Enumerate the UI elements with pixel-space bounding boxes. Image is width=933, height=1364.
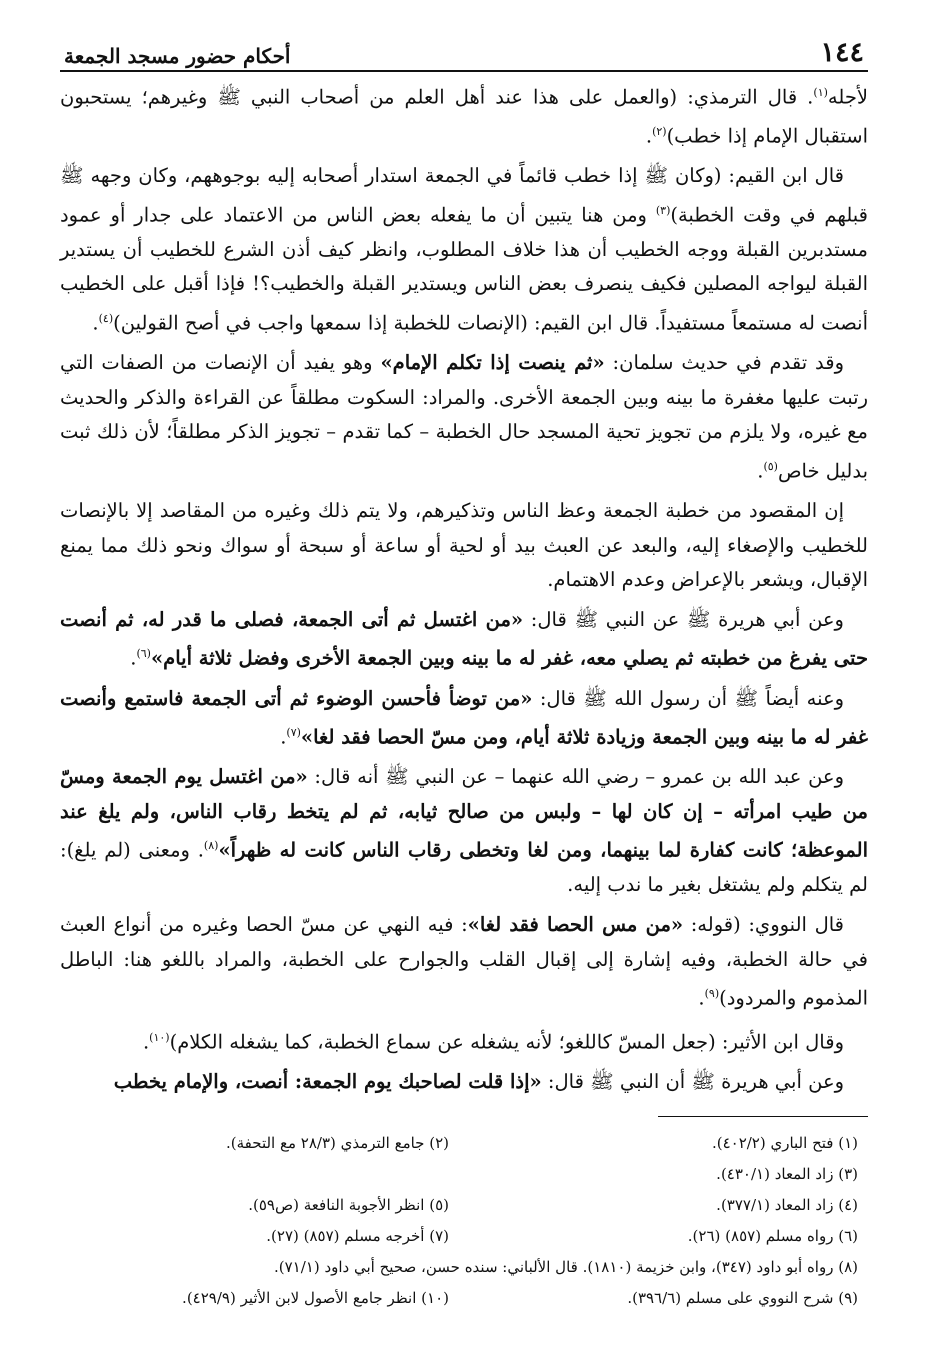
paragraph-text: . ومعنى (لم يلغ): لم يتكلم ولم يشتغل بغير ما ندب إليه. xyxy=(60,838,868,897)
paragraph-text: . xyxy=(142,1030,150,1054)
paragraph xyxy=(60,494,868,598)
paragraph-text: . قال الترمذي: (والعمل على هذا عند أهل العلم من أصحاب النبي ﷺ وغيرهم؛ يستحبون استقبال الإمام إذا خطب) xyxy=(60,85,868,148)
footnote: (١٠) انظر جامع الأصول لابن الأثير (٤٢٩/٩). xyxy=(182,1289,449,1308)
paragraph-text: قال النووي: (قوله: xyxy=(683,913,845,937)
book-page xyxy=(60,28,868,1348)
footnote: (٥) انظر الأجوبة النافعة (ص٥٩). xyxy=(248,1196,449,1215)
footnotes xyxy=(60,1131,868,1311)
paragraph-text: . xyxy=(130,646,137,670)
footnote-reference: (٥) xyxy=(763,459,778,473)
paragraph-text: . xyxy=(757,459,764,483)
paragraph xyxy=(60,760,868,903)
footnote-reference: (٦) xyxy=(136,647,151,661)
hadith-quote: «من اغتسل ثم أتى الجمعة، فصلى ما قدر له، ثم أنصت حتى يفرغ من خطبته ثم يصلي معه، غفر له ما بينه وبين الجمعة الأخرى وفضل ثلاثة أيام» xyxy=(60,607,868,670)
paragraph-text: . xyxy=(698,986,705,1010)
paragraph-text: ومن هنا يتبين أن ما يفعله بعض الناس من الاعتماد على جدار أو عمود مستدبرين القبلة ووجه الخطيب أن هذا خلاف المطلوب، وانظر كيف أذن الشرع للخطيب أن يستدير القبلة ليواجه المصلين فكيف ينصرف بعض الناس ويستدير القبلة والخطيب؟! فإذا أقبل على الخطيب أنصت له مستمعاً مستفيداً. قال ابن القيم: (الإنصات للخطبة إذا سمعها واجب في أصح القولين) xyxy=(60,203,868,335)
footnote: (٧) أخرجه مسلم (٨٥٧) (٢٧). xyxy=(266,1227,449,1246)
footnote: (٩) شرح النووي على مسلم (٣٩٦/٦). xyxy=(627,1289,858,1308)
paragraph-text: وعن عبد الله بن عمرو – رضي الله عنهما – عن النبي ﷺ أنه قال: xyxy=(307,765,844,789)
footnote: (٣) زاد المعاد (٤٣٠/١). xyxy=(716,1165,858,1184)
footnote-reference: (٧) xyxy=(286,726,301,740)
footnote-reference: (٩) xyxy=(704,987,720,1001)
paragraph-text: وعن أبي هريرة ﷺ عن النبي ﷺ قال: xyxy=(523,607,844,631)
hadith-quote: «من اغتسل يوم الجمعة ومسّ من طيب امرأته – إن كان لها – ولبس من صالح ثيابه، ثم لم يتخط رقاب الناس، ولم يلغ عند الموعظة؛ كانت كفارة لما بينهما، ومن لغا وتخطى رقاب الناس كانت له ظهراً» xyxy=(60,765,868,862)
footnote-reference: (٤) xyxy=(98,312,114,326)
running-header xyxy=(60,28,868,72)
hadith-quote: «من مس الحصا فقد لغا» xyxy=(467,913,684,937)
footnote: (٨) رواه أبو داود (٣٤٧)، وابن خزيمة (١٨١٠). قال الألباني: سنده حسن، صحيح أبي داود (٧١/١). xyxy=(273,1258,858,1277)
paragraph xyxy=(60,1021,868,1060)
paragraph xyxy=(60,603,868,677)
paragraph-text: وقال ابن الأثير: (جعل المسّ كاللغو؛ لأنه يشغله عن سماع الخطبة، كما يشغله الكلام) xyxy=(169,1030,844,1054)
main-text xyxy=(60,76,868,1100)
paragraph-text: وقد تقدم في حديث سلمان: xyxy=(604,351,844,375)
hadith-quote: «ثم ينصت إذا تكلم الإمام» xyxy=(380,351,605,375)
paragraph-text: إن المقصود من خطبة الجمعة وعظ الناس وتذكيرهم، ولا يتم ذلك وغيره من المقاصد إلا بالإنصات للخطيب والإصغاء إليه، والبعد عن العبث بيد أو لحية أو ساعة أو سبحة أو سواك ونحو ذلك مما يمنع الإقبال، ويشعر بالإعراض وعدم الاهتمام. xyxy=(60,499,868,592)
footnote: (٦) رواه مسلم (٨٥٧) (٢٦). xyxy=(687,1227,858,1246)
paragraph xyxy=(60,159,868,341)
page-number: ١٤٤ xyxy=(820,37,864,68)
paragraph-text: وعنه أيضاً ﷺ أن رسول الله ﷺ قال: xyxy=(532,686,845,710)
paragraph xyxy=(60,682,868,756)
footnote-reference: (٣) xyxy=(655,203,671,217)
chapter-title: أحكام حضور مسجد الجمعة xyxy=(64,44,291,68)
hadith-quote: «من توضأ فأحسن الوضوء ثم أتى الجمعة فاستمع وأنصت غفر له ما بينه وبين الجمعة وزيادة ثلاثة أيام، ومن مسّ الحصا فقد لغا» xyxy=(60,686,868,749)
paragraph-text: . xyxy=(280,725,287,749)
footnote-reference: (١) xyxy=(813,86,828,99)
paragraph-text: . xyxy=(645,124,653,148)
paragraph xyxy=(60,76,868,154)
hadith-quote: «إذا قلت لصاحبك يوم الجمعة: أنصت، والإمام يخطب xyxy=(113,1070,542,1094)
paragraph xyxy=(60,346,868,489)
footnote-divider xyxy=(658,1116,868,1117)
footnote: (١) فتح الباري (٤٠٢/٢). xyxy=(711,1134,858,1153)
footnote: (٢) جامع الترمذي (٢٨/٣ مع التحفة). xyxy=(226,1134,449,1153)
paragraph xyxy=(60,1065,868,1100)
paragraph-text: . xyxy=(92,311,99,335)
paragraph xyxy=(60,908,868,1016)
footnote-reference: (٨) xyxy=(203,839,219,853)
paragraph-text: لأجله xyxy=(827,85,868,109)
paragraph-text: قال ابن القيم: (وكان ﷺ إذا خطب قائماً في الجمعة استدار أصحابه إليه بوجوههم، وكان وجهه ﷺ قبلهم في وقت الخطبة) xyxy=(60,164,869,227)
footnote-reference: (٢) xyxy=(652,125,667,139)
paragraph-text: وعن أبي هريرة ﷺ أن النبي ﷺ قال: xyxy=(541,1070,844,1094)
paragraph-text: وهو يفيد أن الإنصات من الصفات التي رتبت عليها مغفرة ما بينه وبين الجمعة الأخرى. والمراد: السكوت مطلقاً عن القراءة والذكر والحديث مع غيره، ولا يلزم من تجويز تحية المسجد حال الخطبة – كما تقدم – تجويز الذكر مطلقاً؛ لأن ذلك ثبت بدليل خاص xyxy=(60,351,868,483)
footnote: (٤) زاد المعاد (٣٧٧/١). xyxy=(716,1196,858,1215)
paragraph-text: : فيه النهي عن مسّ الحصا وغيره من أنواع العبث في حالة الخطبة، وفيه إشارة إلى إقبال القلب والجوارح على الخطبة، والمراد باللغو هنا: الباطل المذموم والمردود) xyxy=(60,913,868,1010)
footnote-reference: (١٠) xyxy=(149,1031,170,1045)
